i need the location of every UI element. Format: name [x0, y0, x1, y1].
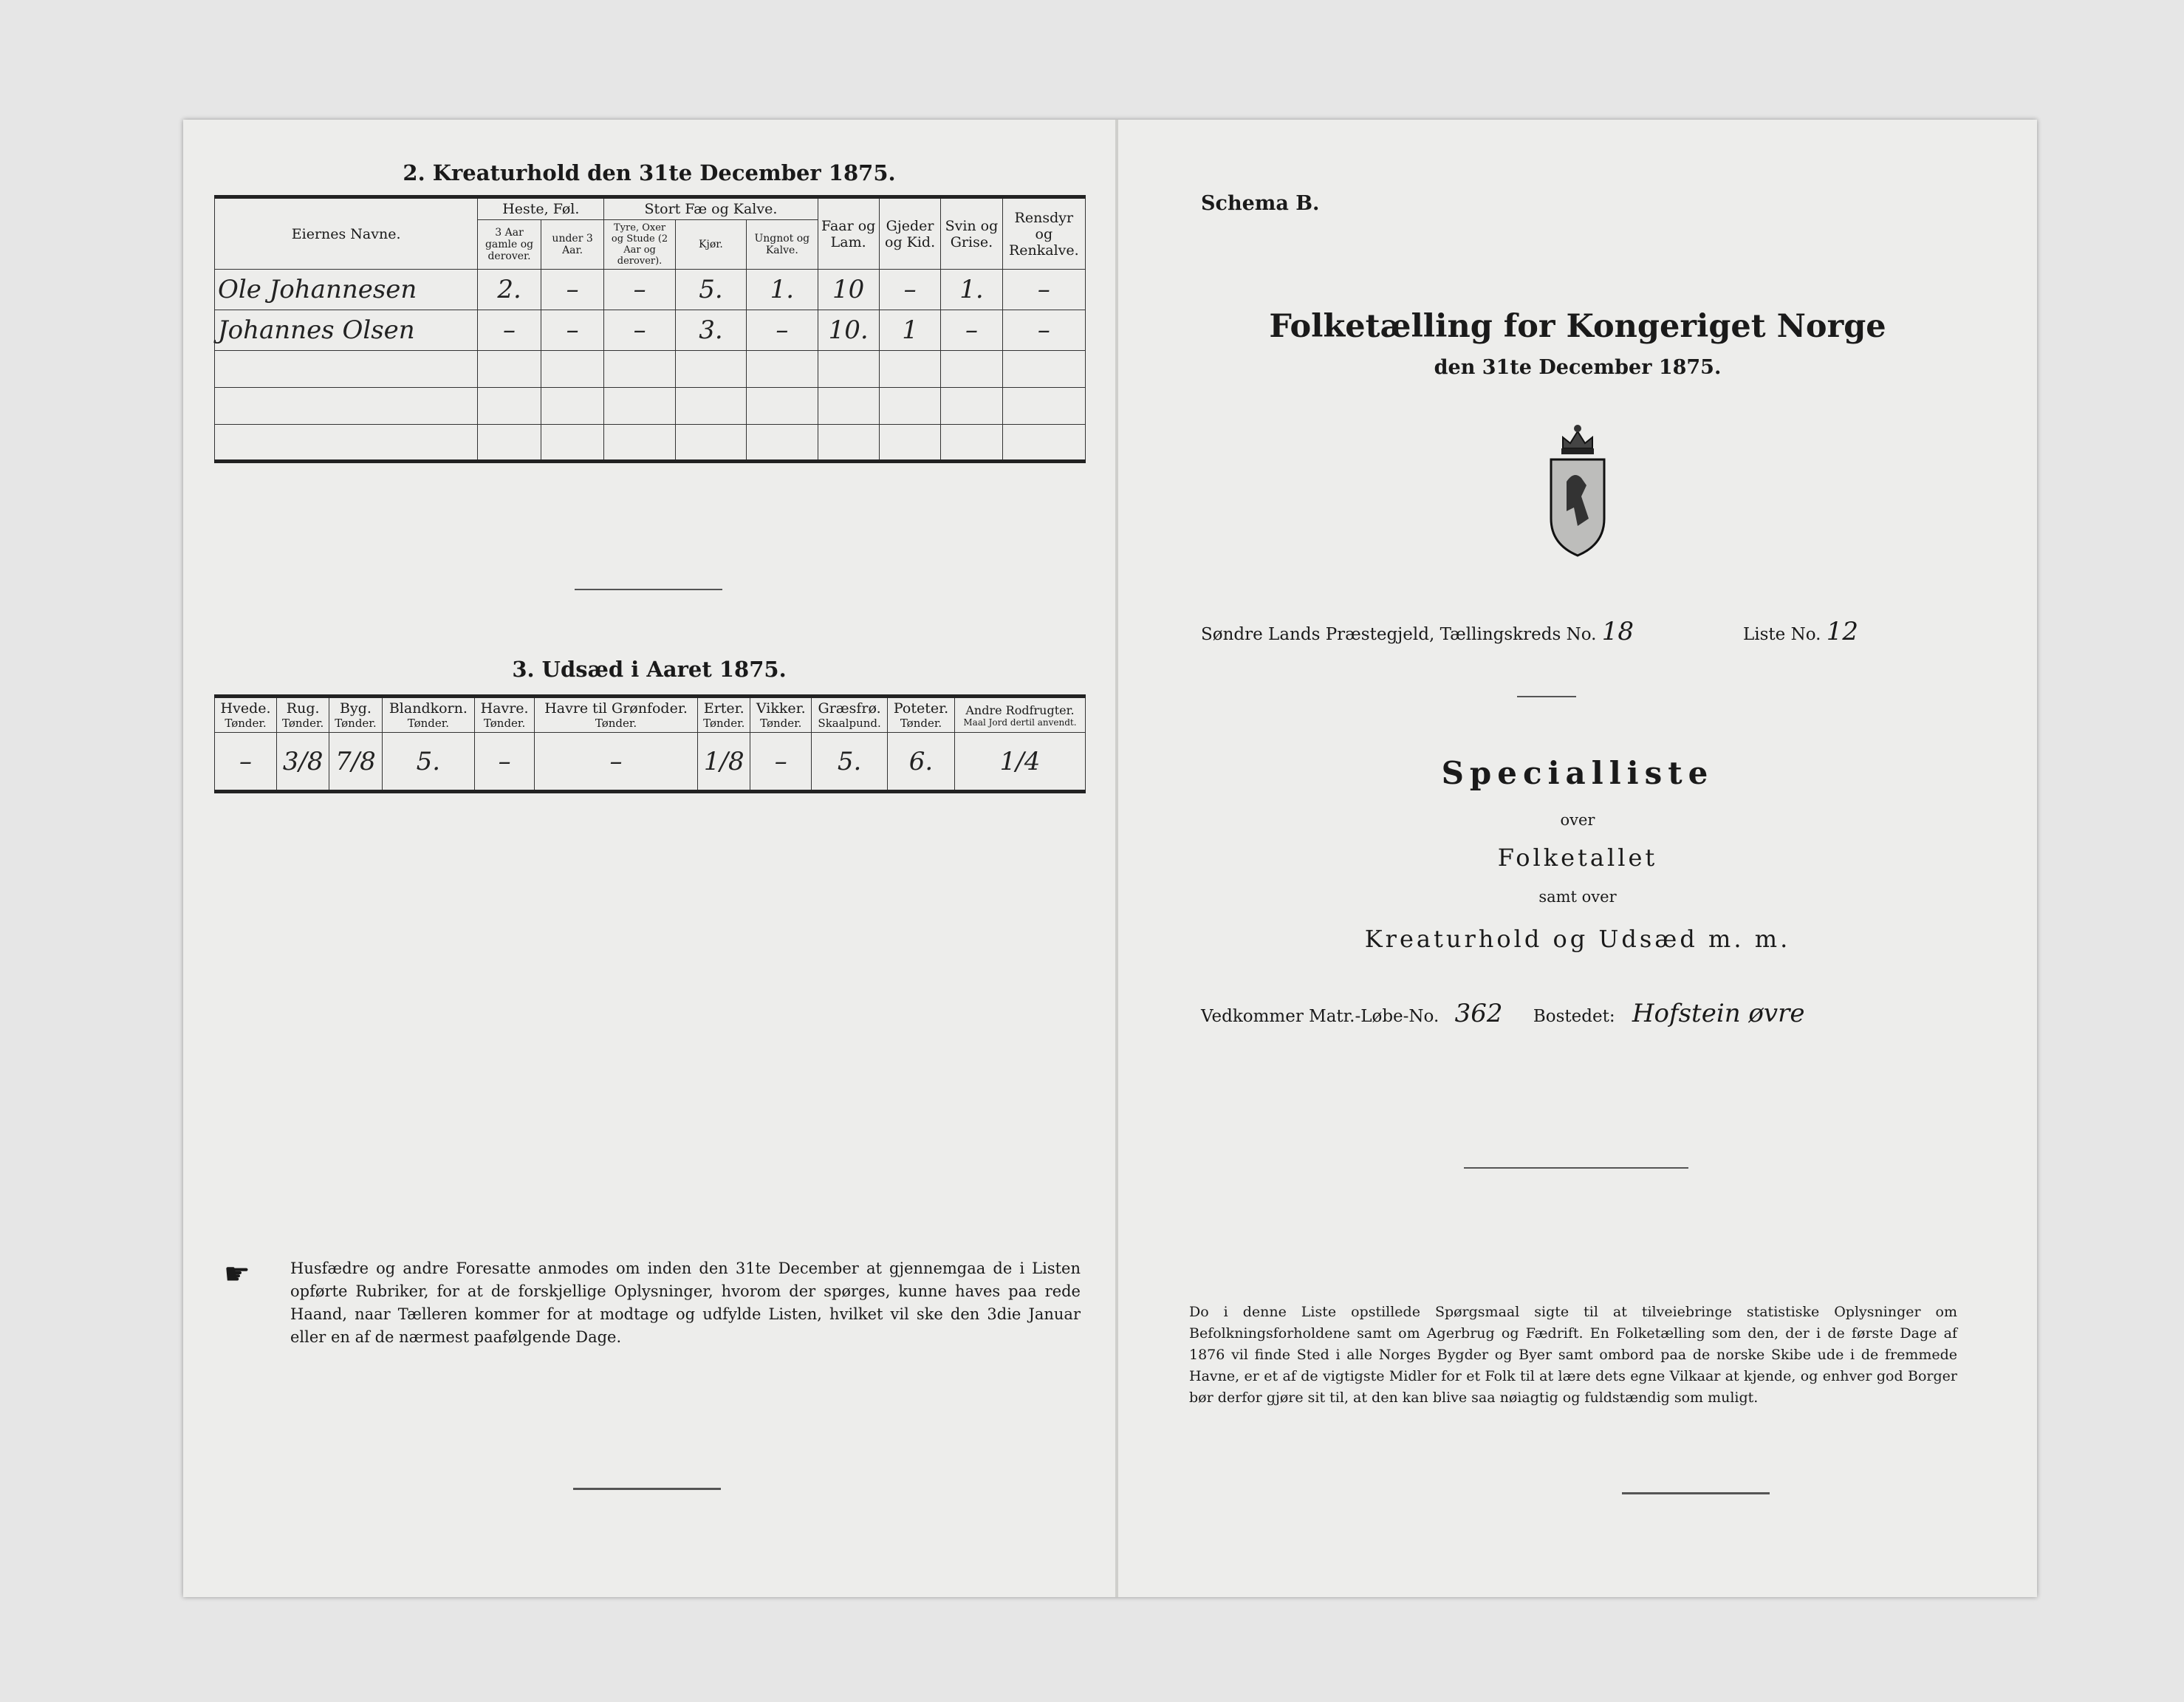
left-page [183, 120, 1115, 1597]
sowing-table [214, 694, 1086, 793]
pigs-header: Svin og Grise. [941, 197, 1002, 270]
col-header: Erter. Tønder. [698, 697, 750, 733]
title-date: den 31te December 1875. [1434, 356, 1722, 379]
cell: – [475, 733, 535, 792]
owner-name: Ole Johannesen [215, 270, 478, 310]
specialliste-title: Specialliste [1441, 755, 1714, 791]
document-sheet [183, 120, 2037, 1597]
table-row [215, 425, 1086, 462]
cell: 10. [818, 310, 879, 351]
divider [575, 589, 722, 590]
kreds-number: 18 [1601, 617, 1634, 646]
col-header: Havre. Tønder. [475, 697, 535, 733]
col-header: Græsfrø. Skaalpund. [812, 697, 888, 733]
cell: – [541, 310, 604, 351]
folketallet-text: Folketallet [1497, 844, 1658, 872]
bosted-label: Bostedet: [1533, 1007, 1615, 1026]
cell: 1. [747, 270, 818, 310]
instructions-note: Husfædre og andre Foresatte anmodes om inden den 31te December at gjennemgaa de i Listen opførte Rubriker, for at de forskjellige Oplysninger, hvorom der spørges, kunne haves paa rede Haand, naar Tælleren kommer for at modtage og udfylde Listen, hvilket vil ske den 3die Januar eller en af de nærmest paafølgende Dage. [290, 1260, 1081, 1346]
cell: 1 [879, 310, 940, 351]
liste-number: 12 [1826, 617, 1859, 646]
parish-field [1201, 617, 1634, 646]
cell: 6. [888, 733, 955, 792]
calves-header: Ungnot og Kalve. [747, 220, 818, 270]
cattle-header: Stort Fæ og Kalve. [604, 197, 818, 220]
cell: 5. [382, 733, 475, 792]
horses-header: Heste, Føl. [478, 197, 604, 220]
col-header: Byg. Tønder. [329, 697, 382, 733]
matr-number: 362 [1454, 999, 1503, 1028]
divider [1517, 696, 1576, 697]
cell: – [604, 310, 675, 351]
livestock-table [214, 195, 1086, 463]
owner-name: Johannes Olsen [215, 310, 478, 351]
explanation-paragraph: Do i denne Liste opstillede Spørgsmaal sigte til at tilveiebringe statistiske Oplysninger om Befolkningsforholdene samt om Agerbrug og Fædrift. En Folketælling som den, der i de første Dage af 1876 vil finde Sted i alle Norges Bygder og Byer samt ombord paa de norske Skibe ude i de fremmede Havne, er et af de vigtigste Midler for et Folk til at lære dets egne Vilkaar at kjende, og enhver god Borger bør derfor gjøre sit til, at den kan blive saa nøiagtig og fuldstændig som muligt. [1189, 1304, 1957, 1406]
col-header: Vikker. Tønder. [750, 697, 812, 733]
cell: 7/8 [329, 733, 382, 792]
cell: 5. [812, 733, 888, 792]
divider [1622, 1492, 1770, 1494]
bosted-value: Hofstein øvre [1632, 999, 1805, 1028]
liste-field [1743, 617, 1858, 646]
schema-label: Schema B. [1201, 192, 1320, 215]
section-3-title: 3. Udsæd i Aaret 1875. [512, 657, 787, 682]
col-header: Rug. Tønder. [277, 697, 329, 733]
matr-label: Vedkommer Matr.-Løbe-No. [1201, 1007, 1440, 1026]
cell: – [750, 733, 812, 792]
col-header: Blandkorn. Tønder. [382, 697, 475, 733]
table-row [215, 270, 1086, 310]
kreaturhold-text: Kreaturhold og Udsæd m. m. [1364, 925, 1791, 953]
page-title: Folketælling for Kongeriget Norge [1269, 308, 1886, 345]
goats-header: Gjeder og Kid. [879, 197, 940, 270]
cell: 1/8 [698, 733, 750, 792]
cell: – [534, 733, 697, 792]
owner-header: Eiernes Navne. [215, 197, 478, 270]
liste-label: Liste No. [1743, 625, 1821, 644]
matr-field [1201, 999, 1804, 1028]
bulls-header: Tyre, Oxer og Stude (2 Aar og derover). [604, 220, 675, 270]
cows-header: Kjør. [675, 220, 746, 270]
col-header: Havre til Grønfoder. Tønder. [534, 697, 697, 733]
cell: – [478, 310, 541, 351]
cell: 1. [941, 270, 1002, 310]
samt-over-text: samt over [1538, 888, 1617, 906]
table-row [215, 310, 1086, 351]
cell: – [879, 270, 940, 310]
horses-old-header: 3 Aar gamle og derover. [478, 220, 541, 270]
coat-of-arms-icon [1541, 415, 1615, 563]
parish-label: Søndre Lands Præstegjeld, Tællingskreds No. [1201, 625, 1597, 644]
cell: – [215, 733, 277, 792]
sheep-header: Faar og Lam. [818, 197, 879, 270]
right-page [1118, 120, 2037, 1597]
horses-young-header: under 3 Aar. [541, 220, 604, 270]
col-header: Poteter. Tønder. [888, 697, 955, 733]
cell: 3/8 [277, 733, 329, 792]
section-2-title: 2. Kreaturhold den 31te December 1875. [403, 160, 896, 185]
reindeer-header: Rensdyr og Renkalve. [1002, 197, 1085, 270]
cell: 10 [818, 270, 879, 310]
col-header: Hvede. Tønder. [215, 697, 277, 733]
divider [1464, 1167, 1688, 1169]
cell: 2. [478, 270, 541, 310]
table-row [215, 388, 1086, 425]
table-row [215, 351, 1086, 388]
table-row [215, 733, 1086, 792]
pointing-hand-icon: ☛ [224, 1257, 250, 1291]
cell: – [541, 270, 604, 310]
cell: 3. [675, 310, 746, 351]
cell: – [1002, 310, 1085, 351]
cell: 1/4 [954, 733, 1085, 792]
cell: – [1002, 270, 1085, 310]
cell: 5. [675, 270, 746, 310]
divider [573, 1488, 721, 1490]
cell: – [941, 310, 1002, 351]
col-header: Andre Rodfrugter. Maal Jord dertil anvendt. [954, 697, 1085, 733]
over-text: over [1560, 811, 1595, 829]
cell: – [604, 270, 675, 310]
cell: – [747, 310, 818, 351]
